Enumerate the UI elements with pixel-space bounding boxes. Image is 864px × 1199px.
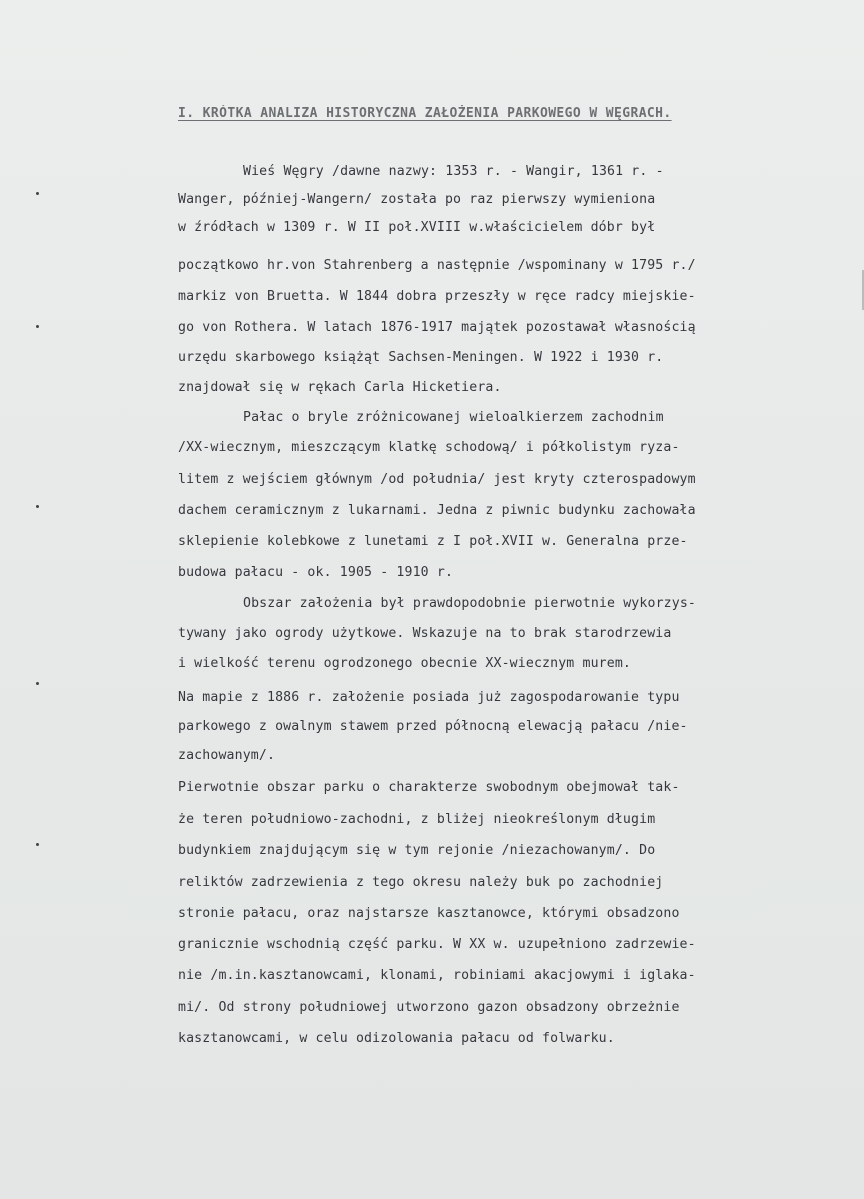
text-line: sklepienie kolebkowe z lunetami z I poł.XVII w. Generalna prze- (178, 534, 688, 549)
text-line: i wielkość terenu ogrodzonego obecnie XX-wiecznym murem. (178, 656, 632, 671)
text-line: w źródłach w 1309 r. W II poł.XVIII w.właścicielem dóbr był (178, 220, 656, 235)
text-line: /XX-wiecznym, mieszczącym klatkę schodową/ i półkolistym ryza- (178, 440, 680, 455)
text-line: granicznie wschodnią część parku. W XX w. uzupełniono zadrzewie- (178, 937, 696, 952)
text-line: mi/. Od strony południowej utworzono gazon obsadzony obrzeżnie (178, 1000, 680, 1015)
text-line: litem z wejściem głównym /od południa/ jest kryty czterospadowym (178, 472, 696, 487)
text-line: parkowego z owalnym stawem przed północną elewacją pałacu /nie- (178, 719, 688, 734)
text-line: reliktów zadrzewienia z tego okresu należy buk po zachodniej (178, 875, 664, 890)
text-line: dachem ceramicznym z lukarnami. Jedna z piwnic budynku zachowała (178, 503, 696, 518)
text-line: nie /m.in.kasztanowcami, klonami, robiniami akacjowymi i iglaka- (178, 968, 696, 983)
text-line: markiz von Bruetta. W 1844 dobra przeszły w ręce radcy miejskie- (178, 289, 696, 304)
text-line: budowa pałacu - ok. 1905 - 1910 r. (178, 565, 454, 580)
text-line: znajdował się w rękach Carla Hicketiera. (178, 380, 502, 395)
margin-dot (36, 843, 39, 846)
text-line: Wanger, później-Wangern/ została po raz pierwszy wymieniona (178, 192, 656, 207)
text-line: stronie pałacu, oraz najstarsze kasztanowce, którymi obsadzono (178, 906, 680, 921)
text-line: początkowo hr.von Stahrenberg a następnie /wspominany w 1795 r./ (178, 258, 696, 273)
text-line: zachowanym/. (178, 748, 276, 763)
section-heading: I. KRÓTKA ANALIZA HISTORYCZNA ZAŁOŻENIA PARKOWEGO W WĘGRACH. (178, 106, 672, 121)
text-line: kasztanowcami, w celu odizolowania pałacu od folwarku. (178, 1031, 615, 1046)
text-line: Obszar założenia był prawdopodobnie pierwotnie wykorzys- (243, 596, 697, 611)
text-line: Pierwotnie obszar parku o charakterze swobodnym obejmował tak- (178, 780, 680, 795)
margin-dot (36, 325, 39, 328)
text-line: że teren południowo-zachodni, z bliżej nieokreślonym długim (178, 812, 656, 827)
text-line: budynkiem znajdującym się w tym rejonie /niezachowanym/. Do (178, 843, 656, 858)
margin-dot (36, 505, 39, 508)
text-line: urzędu skarbowego książąt Sachsen-Meningen. W 1922 i 1930 r. (178, 350, 664, 365)
text-line: Wieś Węgry /dawne nazwy: 1353 r. - Wangir, 1361 r. - (243, 164, 664, 179)
margin-dot (36, 682, 39, 685)
margin-dot (36, 192, 39, 195)
text-line: Pałac o bryle zróżnicowanej wieloalkierzem zachodnim (243, 410, 664, 425)
text-line: Na mapie z 1886 r. założenie posiada już zagospodarowanie typu (178, 690, 680, 705)
text-line: tywany jako ogrody użytkowe. Wskazuje na to brak starodrzewia (178, 626, 672, 641)
text-line: go von Rothera. W latach 1876-1917 majątek pozostawał własnością (178, 320, 696, 335)
